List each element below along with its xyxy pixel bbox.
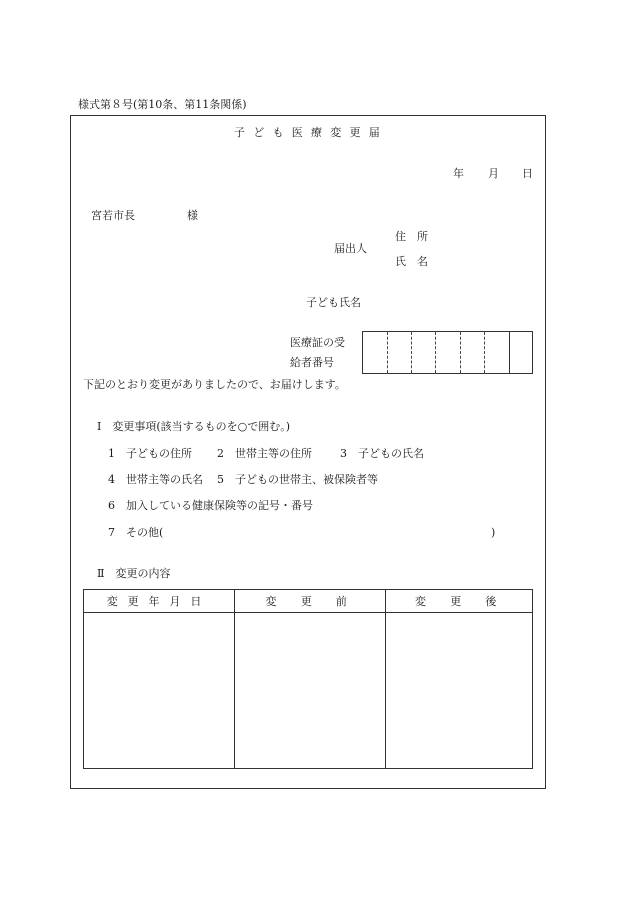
section2-heading: Ⅱ 変更の内容 <box>97 567 171 580</box>
addressee-name: 宮若市長 <box>91 209 135 222</box>
change-item-1[interactable]: 1 子どもの住所 <box>108 447 192 460</box>
change-item-4[interactable]: 4 世帯主等の氏名 <box>108 473 203 486</box>
applicant-name-label: 氏 名 <box>395 255 428 268</box>
addressee-honorific: 様 <box>187 209 198 222</box>
change-item-3[interactable]: 3 子どもの氏名 <box>340 447 424 460</box>
section1-heading: Ⅰ 変更事項(該当するものを○で囲む。) <box>97 420 291 433</box>
change-item-6[interactable]: 6 加入している健康保険等の記号・番号 <box>108 499 313 512</box>
applicant-address-label: 住 所 <box>395 230 428 243</box>
cert-digit-divider <box>509 332 510 373</box>
applicant-label: 届出人 <box>334 242 367 255</box>
column-header-change-date: 変更年月日 <box>106 595 212 608</box>
change-item-7[interactable]: 7 その他( <box>108 526 164 539</box>
cert-digit-divider <box>435 332 436 373</box>
date-year-label: 年 <box>453 167 464 180</box>
column-header-after: 変 更 後 <box>415 595 503 608</box>
change-item-7-close: ) <box>491 526 496 539</box>
cert-digit-divider <box>411 332 412 373</box>
certificate-label-line2: 給者番号 <box>290 356 334 369</box>
change-details-table <box>83 589 533 769</box>
column-header-before: 変 更 前 <box>265 595 354 608</box>
cert-digit-divider <box>460 332 461 373</box>
change-date-cell[interactable] <box>84 613 234 768</box>
date-month-label: 月 <box>488 167 499 180</box>
child-name-label: 子ども氏名 <box>306 296 361 309</box>
date-day-label: 日 <box>522 167 533 180</box>
cert-digit-divider <box>484 332 485 373</box>
form-title: 子ども医療変更届 <box>234 126 388 139</box>
change-item-5[interactable]: 5 子どもの世帯主、被保険者等 <box>217 473 378 486</box>
certificate-label-line1: 医療証の受 <box>290 336 345 349</box>
before-cell[interactable] <box>235 613 385 768</box>
certificate-number-field[interactable] <box>362 331 533 374</box>
cert-digit-divider <box>387 332 388 373</box>
after-cell[interactable] <box>386 613 532 768</box>
form-number: 様式第８号(第10条、第11条関係) <box>78 98 247 111</box>
change-item-2[interactable]: 2 世帯主等の住所 <box>217 447 312 460</box>
intro-text: 下記のとおり変更がありましたので、お届けします。 <box>83 378 346 391</box>
